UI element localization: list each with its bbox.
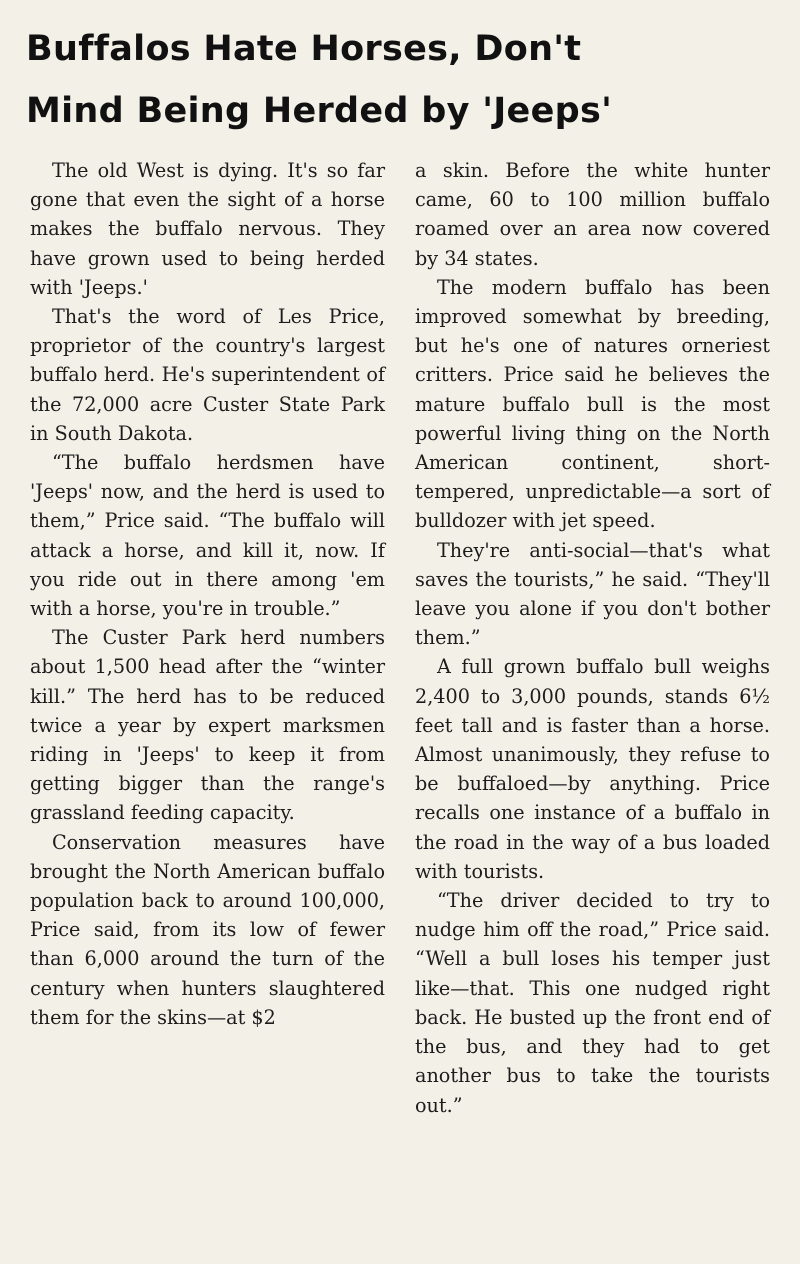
right-column (415, 156, 770, 1120)
paragraph: A full grown buffalo bull weighs 2,400 to 3,000 pounds, stands 6½ feet tall and is faster than a horse. Almost unanimously, they refuse to be buffaloed—by anything. Price recalls one instance of a buffalo in the road in the way of a bus loaded with tourists. (415, 655, 770, 883)
paragraph: “The driver decided to try to nudge him off the road,” Price said. “Well a bull loses his temper just like—that. This one nudged right back. He busted up the front end of the bus, and they had to get another bus to take the tourists out.” (415, 889, 770, 1117)
paragraph: Conservation measures have brought the North American buffalo population back to around 100,000, Price said, from its low of fewer than 6,000 around the turn of the century when hunters slaughtered them for the skins—at $2 (30, 830, 385, 1029)
left-column (30, 156, 385, 1120)
article-headline (26, 18, 776, 142)
article-body (24, 156, 776, 1120)
paragraph: That's the word of Les Price, proprietor of the country's largest buffalo herd. He's superintendent of the 72,000 acre Custer State Park in South Dakota. (30, 305, 385, 445)
headline-line-1: Buffalos Hate Horses, Don't (26, 29, 582, 69)
paragraph: The modern buffalo has been improved somewhat by breeding, but he's one of natures orneriest critters. Price said he believes the mature buffalo bull is the most powerful living thing on the North American continent, short-tempered, unpredictable—a sort of bulldozer with jet speed. (415, 275, 770, 533)
paragraph: The old West is dying. It's so far gone that even the sight of a horse makes the buffalo nervous. They have grown used to being herded with 'Jeeps.' (30, 159, 385, 299)
headline-line-2: Mind Being Herded by 'Jeeps' (26, 91, 613, 131)
paragraph: The Custer Park herd numbers about 1,500 head after the “winter kill.” The herd has to be reduced twice a year by expert marksmen riding in 'Jeeps' to keep it from getting bigger than the range's grassland feeding capacity. (30, 626, 385, 825)
paragraph: They're anti-social—that's what saves the tourists,” he said. “They'll leave you alone if you don't bother them.” (415, 538, 770, 650)
paragraph: “The buffalo herdsmen have 'Jeeps' now, and the herd is used to them,” Price said. “The buffalo will attack a horse, and kill it, now. If you ride out in there among 'em with a horse, you're in trouble.” (30, 451, 385, 621)
paragraph-continued: a skin. Before the white hunter came, 60 to 100 million buffalo roamed over an area now covered by 34 states. (415, 159, 770, 270)
